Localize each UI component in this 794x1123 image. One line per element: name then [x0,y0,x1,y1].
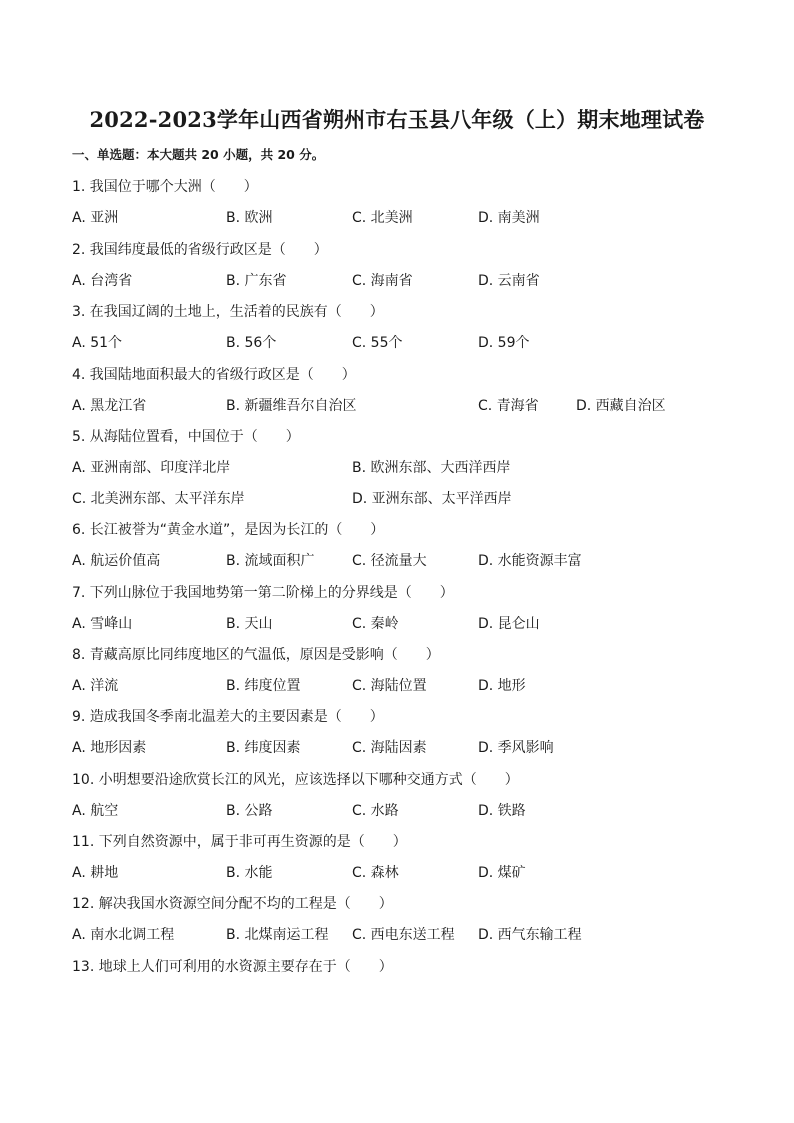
option-6c: C. 径流量大 [352,553,427,569]
question-1: 1. 我国位于哪个大洲（ ） [72,179,258,195]
option-7a: A. 雪峰山 [72,616,133,632]
option-11d: D. 煤矿 [478,865,526,881]
option-8d: D. 地形 [478,678,526,694]
option-5a: A. 亚洲南部、印度洋北岸 [72,460,231,476]
section-heading: 一、单选题：本大题共 20 小题，共 20 分。 [72,147,325,162]
option-7b: B. 天山 [226,616,273,632]
option-4d: D. 西藏自治区 [576,398,666,414]
option-11c: C. 森林 [352,865,399,881]
option-7c: C. 秦岭 [352,616,399,632]
option-2b: B. 广东省 [226,273,287,289]
option-9b: B. 纬度因素 [226,740,301,756]
question-12: 12. 解决我国水资源空间分配不均的工程是（ ） [72,896,393,912]
question-5: 5. 从海陆位置看，中国位于（ ） [72,429,300,445]
option-9a: A. 地形因素 [72,740,147,756]
option-3a: A. 51个 [72,335,123,351]
option-10c: C. 水路 [352,803,399,819]
option-5c: C. 北美洲东部、太平洋东岸 [72,491,245,507]
question-4: 4. 我国陆地面积最大的省级行政区是（ ） [72,367,356,383]
option-2d: D. 云南省 [478,273,540,289]
option-12a: A. 南水北调工程 [72,927,175,943]
question-13: 13. 地球上人们可利用的水资源主要存在于（ ） [72,959,393,975]
option-12c: C. 西电东送工程 [352,927,455,943]
option-12d: D. 西气东输工程 [478,927,582,943]
question-2: 2. 我国纬度最低的省级行政区是（ ） [72,242,328,258]
question-11: 11. 下列自然资源中，属于非可再生资源的是（ ） [72,834,407,850]
option-5b: B. 欧洲东部、大西洋西岸 [352,460,511,476]
option-4a: A. 黑龙江省 [72,398,147,414]
option-4b: B. 新疆维吾尔自治区 [226,398,357,414]
option-9c: C. 海陆因素 [352,740,427,756]
option-6b: B. 流域面积广 [226,553,315,569]
option-4c: C. 青海省 [478,398,539,414]
option-3c: C. 55个 [352,335,403,351]
question-3: 3. 在我国辽阔的土地上，生活着的民族有（ ） [72,304,384,320]
option-1a: A. 亚洲 [72,210,119,226]
option-6d: D. 水能资源丰富 [478,553,582,569]
option-11a: A. 耕地 [72,865,119,881]
option-8b: B. 纬度位置 [226,678,301,694]
option-9d: D. 季风影响 [478,740,554,756]
option-2a: A. 台湾省 [72,273,133,289]
option-8a: A. 洋流 [72,678,119,694]
option-11b: B. 水能 [226,865,273,881]
option-10d: D. 铁路 [478,803,526,819]
option-10a: A. 航空 [72,803,119,819]
option-1c: C. 北美洲 [352,210,413,226]
option-6a: A. 航运价值高 [72,553,161,569]
option-8c: C. 海陆位置 [352,678,427,694]
option-3b: B. 56个 [226,335,277,351]
question-9: 9. 造成我国冬季南北温差大的主要因素是（ ） [72,709,384,725]
option-7d: D. 昆仑山 [478,616,540,632]
question-7: 7. 下列山脉位于我国地势第一第二阶梯上的分界线是（ ） [72,585,454,601]
option-1b: B. 欧洲 [226,210,273,226]
option-3d: D. 59个 [478,335,530,351]
option-12b: B. 北煤南运工程 [226,927,329,943]
question-6: 6. 长江被誉为“黄金水道”，是因为长江的（ ） [72,522,385,538]
option-5d: D. 亚洲东部、太平洋西岸 [352,491,512,507]
question-10: 10. 小明想要沿途欣赏长江的风光，应该选择以下哪种交通方式（ ） [72,772,519,788]
option-2c: C. 海南省 [352,273,413,289]
option-1d: D. 南美洲 [478,210,540,226]
question-8: 8. 青藏高原比同纬度地区的气温低，原因是受影响（ ） [72,647,440,663]
option-10b: B. 公路 [226,803,273,819]
page-title: 2022-2023学年山西省朔州市右玉县八年级（上）期末地理试卷 [89,107,705,132]
